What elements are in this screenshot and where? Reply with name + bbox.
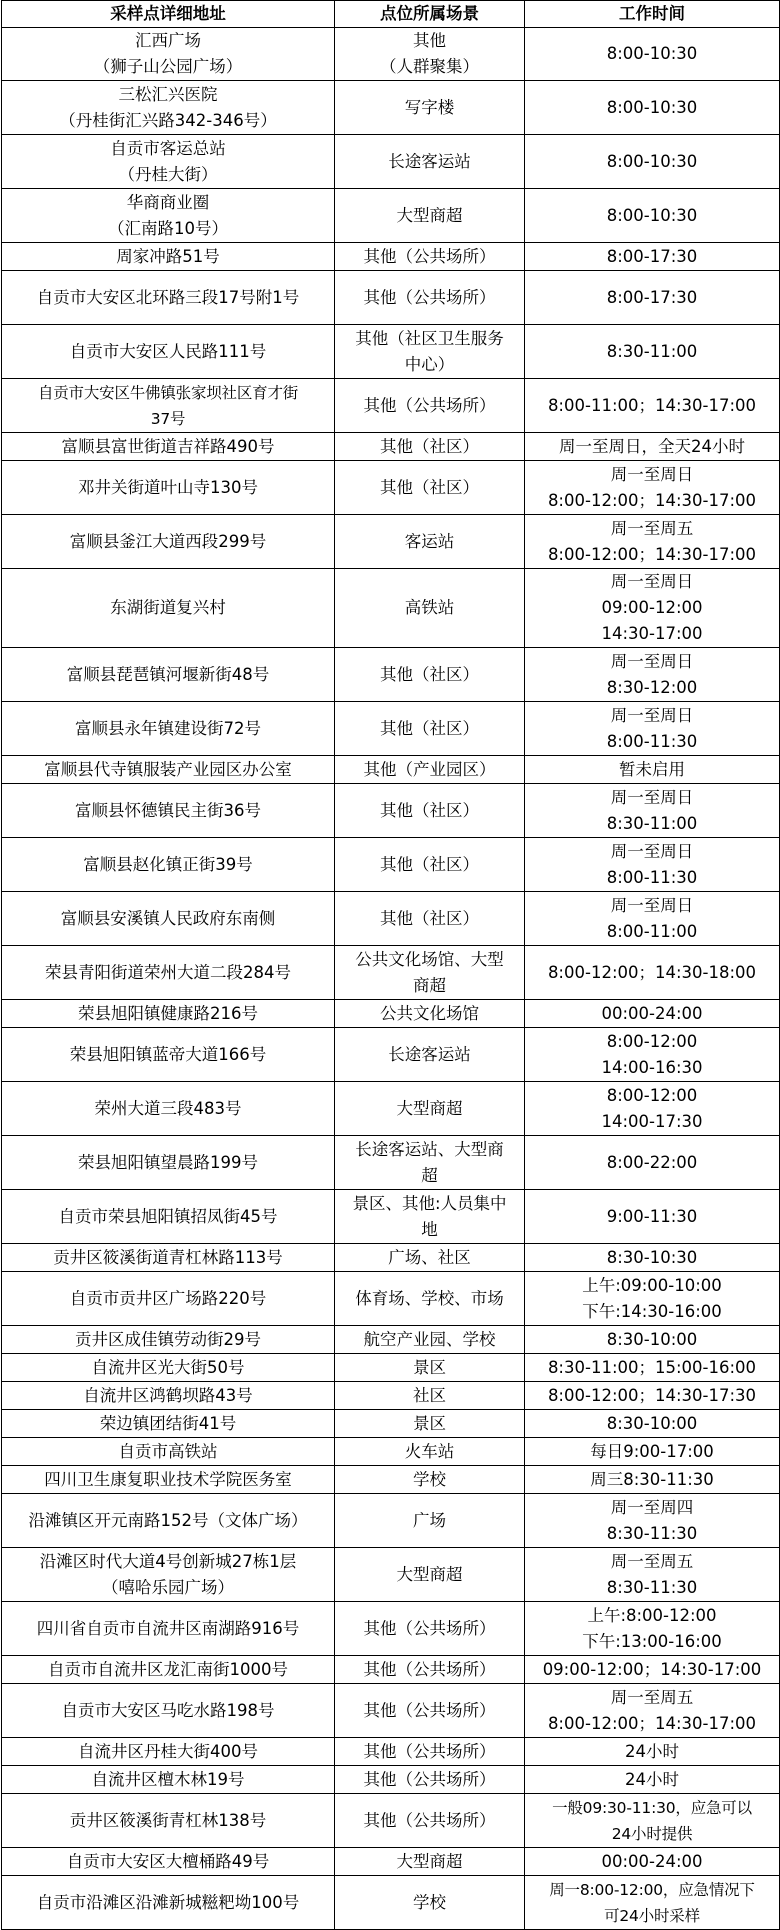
scene-cell: 公共文化场馆 bbox=[335, 1000, 525, 1028]
work-time-cell: 8:00-10:30 bbox=[525, 81, 780, 135]
table-row bbox=[2, 1382, 780, 1410]
scene-cell: 景区、其他:人员集中 地 bbox=[335, 1190, 525, 1244]
table-row bbox=[2, 461, 780, 515]
table-row bbox=[2, 648, 780, 702]
table-row bbox=[2, 569, 780, 648]
work-time-cell: 周一8:00-12:00，应急情况下 可24小时采样 bbox=[525, 1876, 780, 1930]
scene-cell: 其他（社区） bbox=[335, 892, 525, 946]
scene-cell: 其他（社区卫生服务 中心） bbox=[335, 325, 525, 379]
work-time-cell: 8:30-11:00 bbox=[525, 325, 780, 379]
table-row bbox=[2, 784, 780, 838]
table-row bbox=[2, 325, 780, 379]
scene-cell: 大型商超 bbox=[335, 189, 525, 243]
scene-cell: 学校 bbox=[335, 1466, 525, 1494]
address-cell: 自流井区檀木林19号 bbox=[2, 1766, 335, 1794]
table-row bbox=[2, 1602, 780, 1656]
work-time-cell: 8:30-10:00 bbox=[525, 1326, 780, 1354]
address-cell: 富顺县安溪镇人民政府东南侧 bbox=[2, 892, 335, 946]
table-row bbox=[2, 1244, 780, 1272]
address-cell: 华商商业圈 （汇南路10号） bbox=[2, 189, 335, 243]
work-time-cell: 周一至周日 8:00-11:00 bbox=[525, 892, 780, 946]
scene-cell: 航空产业园、学校 bbox=[335, 1326, 525, 1354]
address-cell: 富顺县代寺镇服装产业园区办公室 bbox=[2, 756, 335, 784]
address-cell: 自贡市大安区大檀桶路49号 bbox=[2, 1848, 335, 1876]
work-time-cell: 8:00-10:30 bbox=[525, 189, 780, 243]
work-time-cell: 8:00-11:00；14:30-17:00 bbox=[525, 379, 780, 433]
table-row bbox=[2, 515, 780, 569]
address-cell: 贡井区筱溪街青杠林138号 bbox=[2, 1794, 335, 1848]
address-cell: 自贡市高铁站 bbox=[2, 1438, 335, 1466]
address-cell: 富顺县釜江大道西段299号 bbox=[2, 515, 335, 569]
table-row bbox=[2, 1684, 780, 1738]
scene-cell: 其他（社区） bbox=[335, 702, 525, 756]
table-row bbox=[2, 1656, 780, 1684]
table-row bbox=[2, 1000, 780, 1028]
work-time-cell: 周一至周五 8:00-12:00；14:30-17:00 bbox=[525, 515, 780, 569]
address-cell: 自贡市荣县旭阳镇招凤街45号 bbox=[2, 1190, 335, 1244]
work-time-cell: 一般09:30-11:30，应急可以 24小时提供 bbox=[525, 1794, 780, 1848]
address-cell: 四川省自贡市自流井区南湖路916号 bbox=[2, 1602, 335, 1656]
address-cell: 自贡市贡井区广场路220号 bbox=[2, 1272, 335, 1326]
work-time-cell: 周一至周五 8:00-12:00；14:30-17:00 bbox=[525, 1684, 780, 1738]
address-cell: 汇西广场 （狮子山公园广场） bbox=[2, 28, 335, 81]
table-row bbox=[2, 1190, 780, 1244]
scene-cell: 其他（公共场所） bbox=[335, 271, 525, 325]
table-row bbox=[2, 1494, 780, 1548]
table-row bbox=[2, 1326, 780, 1354]
work-time-cell: 24小时 bbox=[525, 1738, 780, 1766]
work-time-cell: 8:00-12:00；14:30-17:30 bbox=[525, 1382, 780, 1410]
address-cell: 自贡市自流井区龙汇南街1000号 bbox=[2, 1656, 335, 1684]
address-cell: 周家冲路51号 bbox=[2, 243, 335, 271]
scene-cell: 其他（公共场所） bbox=[335, 1794, 525, 1848]
work-time-cell: 8:00-12:00 14:00-17:30 bbox=[525, 1082, 780, 1136]
table-row bbox=[2, 1410, 780, 1438]
address-cell: 自贡市大安区北环路三段17号附1号 bbox=[2, 271, 335, 325]
table-row bbox=[2, 838, 780, 892]
scene-cell: 体育场、学校、市场 bbox=[335, 1272, 525, 1326]
table-row bbox=[2, 1848, 780, 1876]
scene-cell: 长途客运站 bbox=[335, 135, 525, 189]
table-row bbox=[2, 271, 780, 325]
scene-cell: 广场、社区 bbox=[335, 1244, 525, 1272]
address-cell: 富顺县赵化镇正街39号 bbox=[2, 838, 335, 892]
scene-cell: 高铁站 bbox=[335, 569, 525, 648]
scene-cell: 写字楼 bbox=[335, 81, 525, 135]
address-cell: 沿滩区时代大道4号创新城27栋1层 （嘻哈乐园广场） bbox=[2, 1548, 335, 1602]
scene-cell: 其他（社区） bbox=[335, 433, 525, 461]
work-time-cell: 00:00-24:00 bbox=[525, 1848, 780, 1876]
scene-cell: 其他（公共场所） bbox=[335, 1738, 525, 1766]
scene-cell: 广场 bbox=[335, 1494, 525, 1548]
scene-cell: 大型商超 bbox=[335, 1848, 525, 1876]
address-cell: 荣边镇团结街41号 bbox=[2, 1410, 335, 1438]
work-time-cell: 8:00-10:30 bbox=[525, 28, 780, 81]
work-time-cell: 周一至周五 8:30-11:30 bbox=[525, 1548, 780, 1602]
scene-cell: 其他（社区） bbox=[335, 838, 525, 892]
scene-cell: 客运站 bbox=[335, 515, 525, 569]
table-row bbox=[2, 379, 780, 433]
work-time-cell: 8:00-10:30 bbox=[525, 135, 780, 189]
scene-cell: 其他 （人群聚集） bbox=[335, 28, 525, 81]
address-cell: 富顺县怀德镇民主街36号 bbox=[2, 784, 335, 838]
header-scene: 点位所属场景 bbox=[335, 1, 525, 28]
table-row bbox=[2, 756, 780, 784]
table-row bbox=[2, 1354, 780, 1382]
scene-cell: 其他（产业园区） bbox=[335, 756, 525, 784]
scene-cell: 其他（社区） bbox=[335, 784, 525, 838]
address-cell: 自流井区光大街50号 bbox=[2, 1354, 335, 1382]
table-row bbox=[2, 1272, 780, 1326]
table-row bbox=[2, 1082, 780, 1136]
address-cell: 自贡市大安区马吃水路198号 bbox=[2, 1684, 335, 1738]
work-time-cell: 周一至周日 8:30-12:00 bbox=[525, 648, 780, 702]
work-time-cell: 9:00-11:30 bbox=[525, 1190, 780, 1244]
table-row bbox=[2, 1438, 780, 1466]
scene-cell: 长途客运站、大型商 超 bbox=[335, 1136, 525, 1190]
work-time-cell: 上午:09:00-10:00 下午:14:30-16:00 bbox=[525, 1272, 780, 1326]
work-time-cell: 8:00-22:00 bbox=[525, 1136, 780, 1190]
scene-cell: 其他（公共场所） bbox=[335, 1602, 525, 1656]
work-time-cell: 00:00-24:00 bbox=[525, 1000, 780, 1028]
scene-cell: 其他（公共场所） bbox=[335, 379, 525, 433]
address-cell: 荣县青阳街道荣州大道二段284号 bbox=[2, 946, 335, 1000]
address-cell: 荣县旭阳镇望晨路199号 bbox=[2, 1136, 335, 1190]
scene-cell: 其他（公共场所） bbox=[335, 1656, 525, 1684]
address-cell: 自贡市客运总站 （丹桂大街） bbox=[2, 135, 335, 189]
work-time-cell: 8:00-17:30 bbox=[525, 243, 780, 271]
address-cell: 四川卫生康复职业技术学院医务室 bbox=[2, 1466, 335, 1494]
work-time-cell: 周一至周四 8:30-11:30 bbox=[525, 1494, 780, 1548]
table-row bbox=[2, 1766, 780, 1794]
address-cell: 自贡市大安区牛佛镇张家坝社区育才街 37号 bbox=[2, 379, 335, 433]
work-time-cell: 24小时 bbox=[525, 1766, 780, 1794]
work-time-cell: 8:00-12:00 14:00-16:30 bbox=[525, 1028, 780, 1082]
scene-cell: 学校 bbox=[335, 1876, 525, 1930]
work-time-cell: 周一至周日 8:30-11:00 bbox=[525, 784, 780, 838]
scene-cell: 大型商超 bbox=[335, 1082, 525, 1136]
work-time-cell: 周三8:30-11:30 bbox=[525, 1466, 780, 1494]
table-row bbox=[2, 1876, 780, 1930]
address-cell: 富顺县富世街道吉祥路490号 bbox=[2, 433, 335, 461]
address-cell: 三松汇兴医院 （丹桂街汇兴路342-346号） bbox=[2, 81, 335, 135]
scene-cell: 其他（社区） bbox=[335, 648, 525, 702]
address-cell: 自流井区丹桂大街400号 bbox=[2, 1738, 335, 1766]
table-row bbox=[2, 1738, 780, 1766]
address-cell: 邓井关街道叶山寺130号 bbox=[2, 461, 335, 515]
address-cell: 富顺县永年镇建设街72号 bbox=[2, 702, 335, 756]
scene-cell: 长途客运站 bbox=[335, 1028, 525, 1082]
work-time-cell: 暂未启用 bbox=[525, 756, 780, 784]
work-time-cell: 8:00-12:00；14:30-18:00 bbox=[525, 946, 780, 1000]
work-time-cell: 8:00-17:30 bbox=[525, 271, 780, 325]
table-row bbox=[2, 243, 780, 271]
work-time-cell: 每日9:00-17:00 bbox=[525, 1438, 780, 1466]
address-cell: 自贡市沿滩区沿滩新城糍粑坳100号 bbox=[2, 1876, 335, 1930]
table-row bbox=[2, 1466, 780, 1494]
address-cell: 富顺县琵琶镇河堰新街48号 bbox=[2, 648, 335, 702]
address-cell: 荣县旭阳镇健康路216号 bbox=[2, 1000, 335, 1028]
scene-cell: 社区 bbox=[335, 1382, 525, 1410]
address-cell: 东湖街道复兴村 bbox=[2, 569, 335, 648]
scene-cell: 火车站 bbox=[335, 1438, 525, 1466]
scene-cell: 其他（公共场所） bbox=[335, 1766, 525, 1794]
table-row bbox=[2, 1136, 780, 1190]
work-time-cell: 周一至周日 8:00-11:30 bbox=[525, 702, 780, 756]
table-body bbox=[2, 28, 780, 1930]
scene-cell: 大型商超 bbox=[335, 1548, 525, 1602]
work-time-cell: 周一至周日，全天24小时 bbox=[525, 433, 780, 461]
work-time-cell: 8:30-10:00 bbox=[525, 1410, 780, 1438]
table-row bbox=[2, 81, 780, 135]
scene-cell: 景区 bbox=[335, 1410, 525, 1438]
table-row bbox=[2, 1548, 780, 1602]
address-cell: 贡井区筱溪街道青杠林路113号 bbox=[2, 1244, 335, 1272]
address-cell: 荣州大道三段483号 bbox=[2, 1082, 335, 1136]
table-row bbox=[2, 892, 780, 946]
scene-cell: 景区 bbox=[335, 1354, 525, 1382]
address-cell: 贡井区成佳镇劳动街29号 bbox=[2, 1326, 335, 1354]
work-time-cell: 周一至周日 8:00-12:00；14:30-17:00 bbox=[525, 461, 780, 515]
table-row bbox=[2, 135, 780, 189]
work-time-cell: 周一至周日 8:00-11:30 bbox=[525, 838, 780, 892]
work-time-cell: 上午:8:00-12:00 下午:13:00-16:00 bbox=[525, 1602, 780, 1656]
scene-cell: 其他（社区） bbox=[335, 461, 525, 515]
scene-cell: 其他（公共场所） bbox=[335, 243, 525, 271]
header-address: 采样点详细地址 bbox=[2, 1, 335, 28]
scene-cell: 其他（公共场所） bbox=[335, 1684, 525, 1738]
work-time-cell: 8:30-11:00；15:00-16:00 bbox=[525, 1354, 780, 1382]
address-cell: 自流井区鸿鹤坝路43号 bbox=[2, 1382, 335, 1410]
work-time-cell: 周一至周日 09:00-12:00 14:30-17:00 bbox=[525, 569, 780, 648]
table-header-row bbox=[2, 1, 780, 28]
header-work-time: 工作时间 bbox=[525, 1, 780, 28]
scene-cell: 公共文化场馆、大型 商超 bbox=[335, 946, 525, 1000]
work-time-cell: 8:30-10:30 bbox=[525, 1244, 780, 1272]
table-row bbox=[2, 1794, 780, 1848]
table-row bbox=[2, 1028, 780, 1082]
table-row bbox=[2, 189, 780, 243]
table-row bbox=[2, 702, 780, 756]
work-time-cell: 09:00-12:00；14:30-17:00 bbox=[525, 1656, 780, 1684]
address-cell: 荣县旭阳镇蓝帝大道166号 bbox=[2, 1028, 335, 1082]
address-cell: 沿滩镇区开元南路152号（文体广场） bbox=[2, 1494, 335, 1548]
table-row bbox=[2, 946, 780, 1000]
address-cell: 自贡市大安区人民路111号 bbox=[2, 325, 335, 379]
table-row bbox=[2, 28, 780, 81]
table-row bbox=[2, 433, 780, 461]
sampling-sites-table bbox=[1, 0, 780, 1930]
